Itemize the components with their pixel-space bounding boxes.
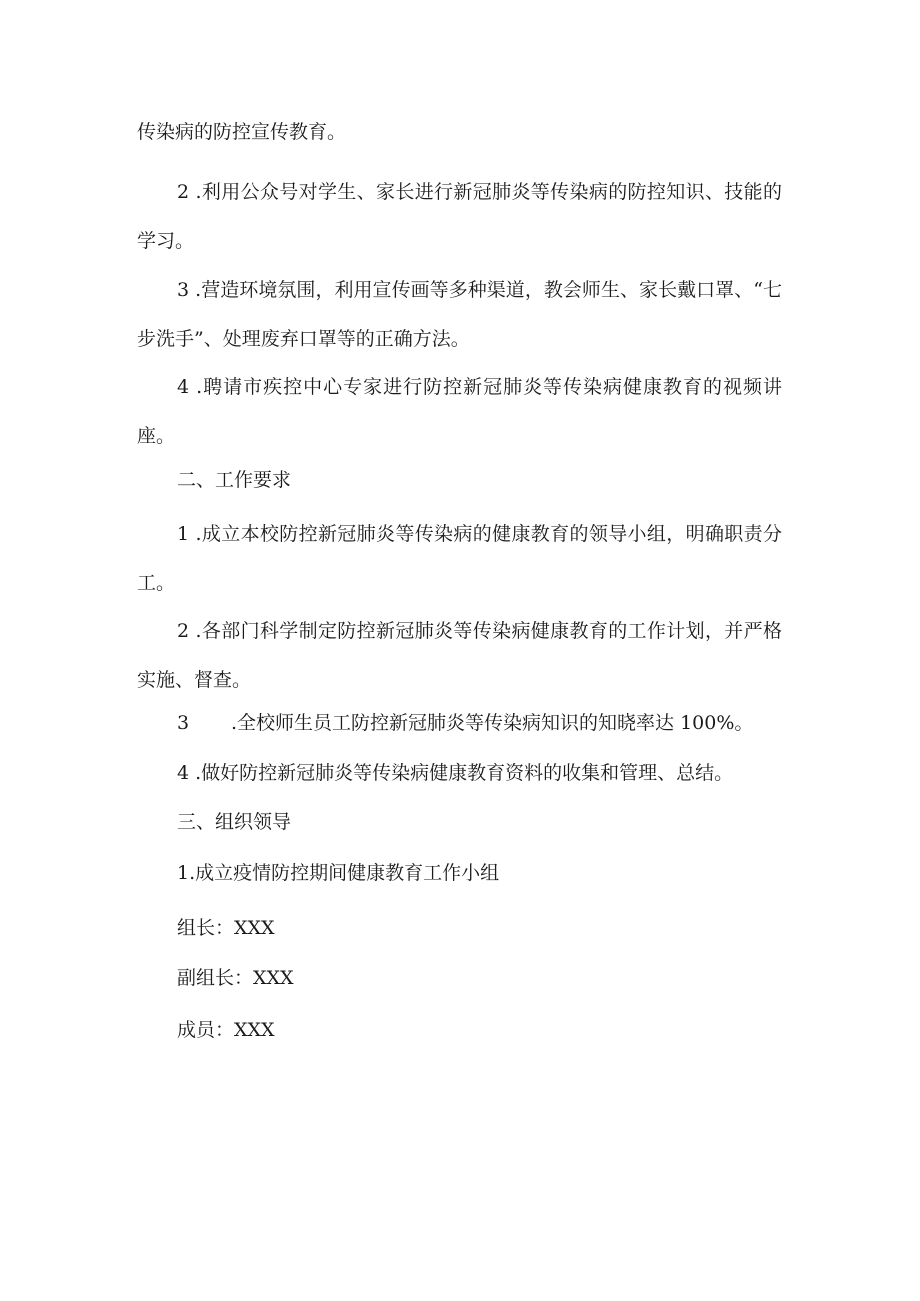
section-heading-organization: 三、组织领导 bbox=[177, 811, 292, 833]
paragraph-continuation: 传染病的防控宣传教育。 bbox=[137, 121, 347, 143]
section-heading-requirements: 二、工作要求 bbox=[177, 469, 292, 491]
requirement-item-1: 1 .成立本校防控新冠肺炎等传染病的健康教育的领导小组，明确职责分工。 bbox=[137, 523, 782, 594]
group-leader: 组长：XXX bbox=[177, 917, 275, 939]
requirement-item-4: 4 .做好防控新冠肺炎等传染病健康教育资料的收集和管理、总结。 bbox=[177, 762, 734, 784]
paragraph-item-2: 2 .利用公众号对学生、家长进行新冠肺炎等传染病的防控知识、技能的学习。 bbox=[137, 181, 782, 252]
paragraph-item-4: 4 .聘请市疾控中心专家进行防控新冠肺炎等传染病健康教育的视频讲座。 bbox=[137, 376, 782, 447]
organization-item-1: 1.成立疫情防控期间健康教育工作小组 bbox=[177, 862, 500, 884]
group-deputy-leader: 副组长：XXX bbox=[177, 967, 294, 989]
paragraph-item-3: 3 .营造环境氛围，利用宣传画等多种渠道，教会师生、家长戴口罩、“七步洗手”、处理废弃口罩等的正确方法。 bbox=[137, 279, 782, 350]
requirement-item-2: 2 .各部门科学制定防控新冠肺炎等传染病健康教育的工作计划，并严格实施、督查。 bbox=[137, 620, 782, 691]
requirement-item-3-text: .全校师生员工防控新冠肺炎等传染病知识的知晓率达 100%。 bbox=[231, 712, 754, 734]
requirement-item-3-number: 3 bbox=[177, 712, 190, 734]
group-members: 成员：XXX bbox=[177, 1019, 275, 1041]
